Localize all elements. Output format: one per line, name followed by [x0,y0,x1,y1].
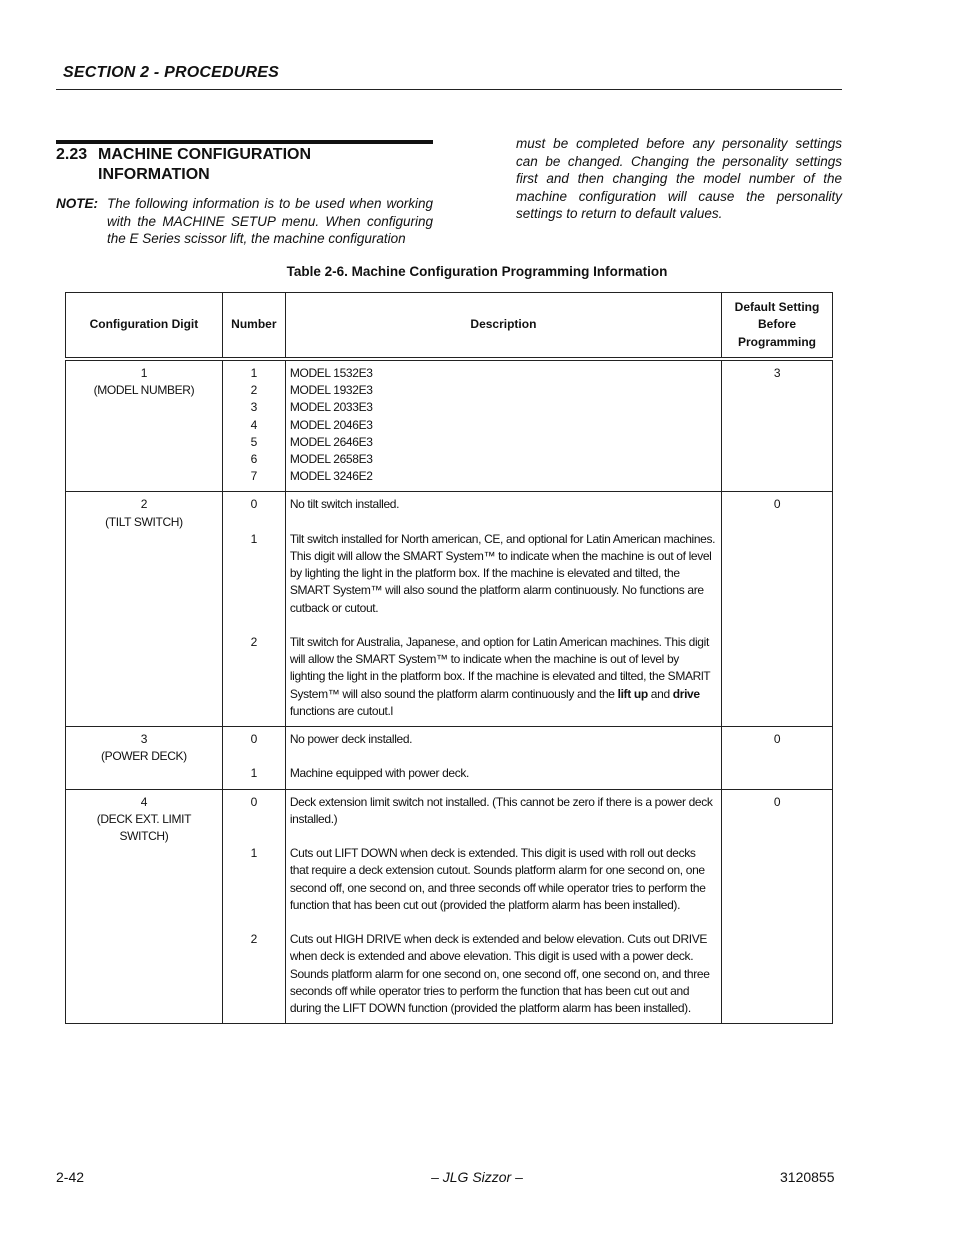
option-description: Machine equipped with power deck. [289,766,470,781]
header-default-line3: Programming [738,334,817,349]
number-value: 1 [250,766,257,781]
section-number: 2.23 [56,146,88,163]
description-cell [285,492,721,727]
option-description-tail: functions are cutout.l [289,703,393,718]
model-name: MODEL 1532E3 [289,366,373,380]
config-digit: 1 [140,366,148,380]
number-value: 0 [250,794,257,809]
note-label: NOTE: [56,196,98,211]
number-value: 2 [250,634,257,649]
config-digit: 4 [140,794,148,809]
table-row [66,727,833,790]
configuration-table [65,292,833,1024]
option-description: Cuts out LIFT DOWN when deck is extended. This digit is used with roll out decks that require a deck extension cutout. Sounds platform alarm for one second on, one second off, one second on, and three seconds off while operator tries to perform the function that has been cut out (provided the platform alarm has been installed). [289,846,706,912]
number-value: 1 [250,846,257,861]
and-text: and [647,686,673,701]
table-row [66,359,833,492]
number-value: 0 [250,497,257,512]
number-value: 2 [250,383,257,398]
section-title-line1: MACHINE CONFIGURATION [98,146,312,163]
option-description: Tilt switch installed for North american, CE, and optional for Latin American machines. This digit will allow the SMART System™ to indicate when the machine is out of level by lighting the light in the platform box. If the machine is elevated and tilted, the SMART System™ will also sound the platform alarm continuously. No functions are cutback or cutout. [289,531,716,615]
model-name: MODEL 2046E3 [289,417,373,432]
header-default-line1: Default Setting [734,299,820,314]
config-digit-cell [66,492,223,727]
table-header-row [66,293,833,360]
number-cell [222,492,285,727]
config-digit-cell [66,359,223,492]
table-row [66,789,833,1024]
description-cell [285,789,721,1024]
option-description-text: Tilt switch for Australia, Japanese, and option for Latin American machines. This digit will allow the SMART System™ to indicate when the machine is out of level by lighting the light in the platform box. If the machine is elevated and tilted, the SMARlT System™ will also sound the platform alarm continuously and the [289,635,711,701]
section-title-line2: INFORMATION [98,166,210,183]
note-block [56,195,433,248]
number-cell [222,789,285,1024]
number-value: 1 [250,531,257,546]
description-cell [285,359,721,492]
section-heading [56,145,416,185]
config-digit: 3 [140,732,148,747]
section-header: SECTION 2 - PROCEDURES [63,64,279,81]
number-value: 3 [250,400,257,415]
option-description: No tilt switch installed. [289,497,400,512]
document-number: 3120855 [780,1169,835,1185]
config-label: SWITCH) [119,829,169,844]
config-digit-cell [66,789,223,1024]
model-name: MODEL 2658E3 [289,452,373,467]
default-cell: 3 [722,359,833,492]
model-name: MODEL 3246E2 [289,469,373,484]
table-row [66,492,833,727]
number-value: 7 [250,469,257,484]
config-digit: 2 [140,497,148,512]
model-name: MODEL 1932E3 [289,383,373,398]
config-label: (TILT SWITCH) [105,514,183,529]
config-label: (POWER DECK) [101,749,187,764]
lift-up-emphasis: lift up [617,686,648,701]
number-value: 2 [250,932,257,947]
header-default-line2: Before [758,317,797,332]
number-value: 4 [250,417,257,432]
config-digit-cell [66,727,223,790]
option-description [290,634,717,720]
number-value: 5 [250,434,257,449]
option-description: Deck extension limit switch not installed. (This cannot be zero if there is a power deck installed.) [289,794,713,826]
section-rule [56,140,433,144]
option-description: Cuts out HIGH DRIVE when deck is extended and below elevation. Cuts out DRIVE when deck is extended and above elevation. This digit is used with a power deck. Sounds platform alarm for one second on, one second off, one second on, and three seconds off while operator tries to perform the function that has been cut out and during the LIFT DOWN function (provided the platform alarm has been installed). [289,932,710,1016]
default-cell: 0 [722,727,833,790]
table-caption: Table 2-6. Machine Configuration Programming Information [286,264,668,279]
model-name: MODEL 2646E3 [289,434,373,449]
header-default [722,293,833,360]
config-label: (MODEL NUMBER) [93,383,195,398]
drive-emphasis: drive [672,686,700,701]
default-cell: 0 [722,789,833,1024]
model-name: MODEL 2033E3 [289,400,373,415]
header-rule [56,89,842,90]
header-config-digit: Configuration Digit [66,293,223,360]
number-cell [222,727,285,790]
header-description: Description [285,293,721,360]
footer-title: – JLG Sizzor – [431,1169,523,1185]
header-number: Number [222,293,285,360]
note-text: The following information is to be used when working with the MACHINE SETUP menu. When configuring the E Series scissor lift, the machine configuration [107,196,433,246]
number-value: 0 [250,732,257,747]
number-cell [222,359,285,492]
option-description: No power deck installed. [289,732,413,747]
default-cell: 0 [722,492,833,727]
right-column-text: must be completed before any personality settings can be changed. Changing the personality settings first and then changing the model number of the machine configuration will cause the personality settings to return to default values. [516,136,842,221]
number-value: 6 [250,452,257,467]
page-number: 2-42 [56,1169,85,1185]
description-cell [285,727,721,790]
config-label: (DECK EXT. LIMIT [96,811,192,826]
number-value: 1 [250,366,257,380]
